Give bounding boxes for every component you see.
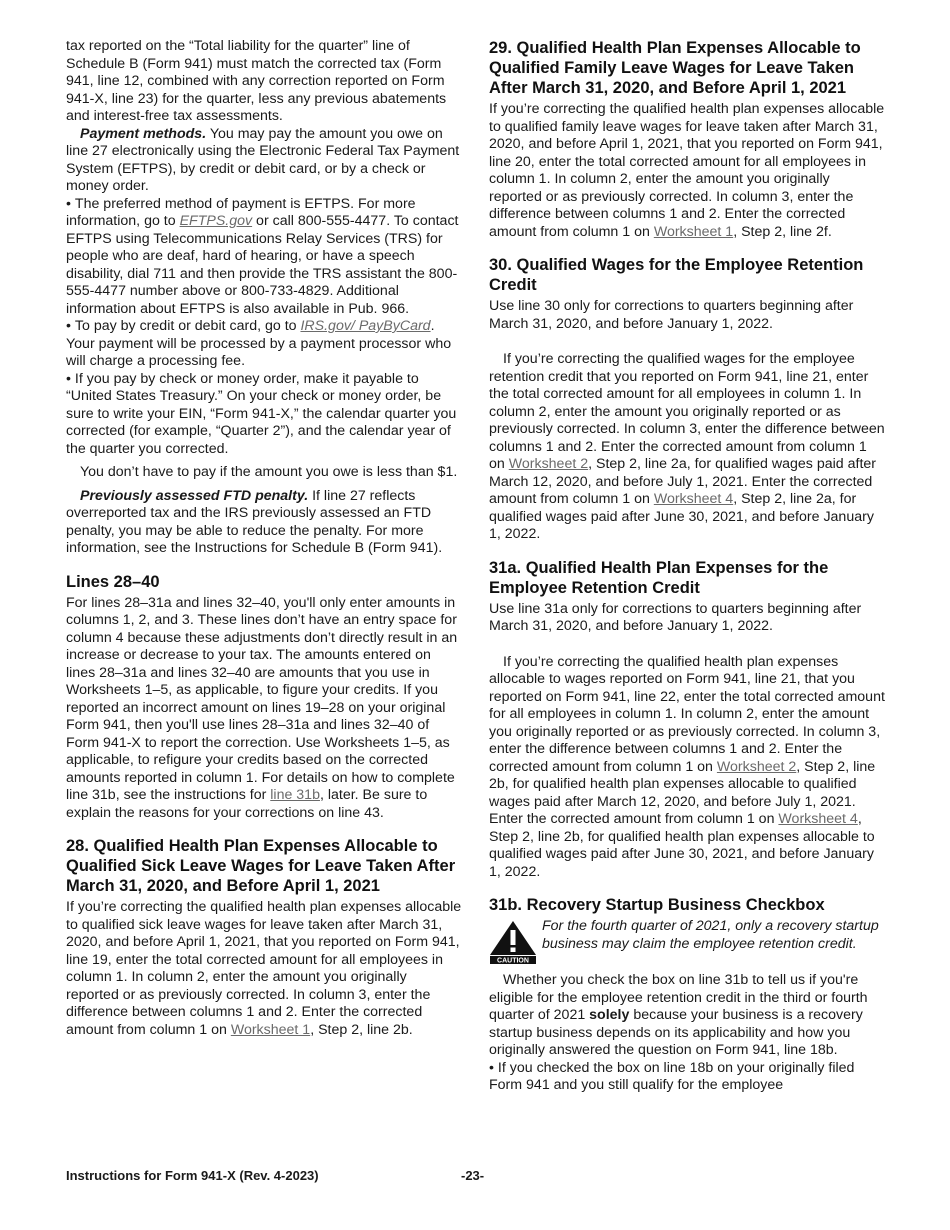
paragraph-less-than-1: You don’t have to pay if the amount you owe is less than $1. (80, 464, 458, 480)
paragraph-line-30-scope: Use line 30 only for corrections to quarters beginning after March 31, 2020, and before January 1, 2022. (489, 298, 854, 332)
eftps-link[interactable]: EFTPS.gov (179, 213, 253, 229)
caution-icon (489, 920, 537, 964)
solely-emphasis: solely (589, 1007, 630, 1023)
worksheet-2-link[interactable]: Worksheet 2 (508, 456, 589, 472)
paragraph-line-30-detail: If you’re correcting the qualified wages for the employee retention credit that you reported on Form 941, line 21, enter the total corrected amount for all employees in column 1. In column 2, enter the amount you originally reported or as previously corrected. In column 3, enter the difference between columns 1 and 2. Enter the corrected amount from column 1 on Worksheet 2, Step 2, line 2a, for qualified wages paid after March 12, 2020, and before July 1, 2021. Enter the corrected amount from column 1 on Worksheet 4, Step 2, line 2a, for qualified wages paid after June 30, 2021, and before January 1, 2022. (489, 351, 885, 542)
ftd-penalty-lead: Previously assessed FTD penalty. (80, 487, 309, 504)
caution-text: For the fourth quarter of 2021, only a recovery startup business may claim the employee retention credit. (542, 918, 879, 952)
footer-form-title: Instructions for Form 941-X (Rev. 4-2023) (66, 1168, 319, 1183)
heading-line-30: 30. Qualified Wages for the Employee Retention Credit (489, 256, 864, 294)
heading-line-31b: 31b. Recovery Startup Business Checkbox (489, 896, 825, 914)
caution-box (489, 918, 886, 964)
page-footer (66, 1168, 884, 1186)
payment-methods-lead: Payment methods. (80, 125, 207, 142)
worksheet-2-link[interactable]: Worksheet 2 (716, 758, 797, 775)
worksheet-1-link[interactable]: Worksheet 1 (230, 1021, 311, 1038)
paragraph-line-28: If you’re correcting the qualified health plan expenses allocable to qualified sick leave wages for leave taken after March 31, 2020, and before April 1, 2021, that you reported on Form 941, line 19, enter the total corrected amount for all employees in column 1. In column 2, enter the amount you originally reported or as previously corrected. In column 3, enter the difference between columns 1 and 2. Enter the corrected amount from column 1 on Worksheet 1, Step 2, line 2b. (66, 899, 462, 1038)
paybycard-link[interactable]: IRS.gov/ PayByCard (300, 318, 431, 334)
heading-line-28: 28. Qualified Health Plan Expenses Allocable to Qualified Sick Leave Wages for Leave Taken After March 31, 2020, and Before April 1, 2021 (66, 837, 456, 895)
bullet-eftps: • The preferred method of payment is EFTPS. For more information, go to EFTPS.gov or call 800-555-4477. To contact EFTPS using Telecommunications Relay Services (TRS) for people who are deaf, hard of hearing, or have a speech disability, dial 711 and then provide the TRS assistant the 800-555-4477 number above or 800-733-4829. Additional information about EFTPS is also available in Pub. 966. (66, 196, 463, 319)
paragraph-payment-methods: Payment methods. You may pay the amount you owe on line 27 electronically using the Electronic Federal Tax Payment System (EFTPS), by credit or debit card, or by a check or money order. (66, 125, 460, 194)
heading-line-29: 29. Qualified Health Plan Expenses Allocable to Qualified Family Leave Wages for Leave Taken After March 31, 2020, and Before April 1, 2021 (489, 39, 861, 97)
bullet-credit-card: • To pay by credit or debit card, go to IRS.gov/ PayByCard. Your payment will be processed by a payment processor who will charge a processing fee. (66, 318, 463, 371)
paragraph-line-31a-scope: Use line 31a only for corrections to quarters beginning after March 31, 2020, and before January 1, 2022. (489, 600, 862, 634)
right-column (489, 38, 886, 1095)
paragraph-line-31a-detail: If you’re correcting the qualified health plan expenses allocable to wages reported on Form 941, line 21, that you reported on Form 941, line 22, enter the total corrected amount for all employees in column 1. In column 2, enter the amount you originally reported or as previously corrected. In column 3, enter the difference between columns 1 and 2. Enter the corrected amount from column 1 on Worksheet 2, Step 2, line 2b, for qualified health plan expenses allocable to qualified wages paid after March 12, 2020, and before July 1, 2021. Enter the corrected amount from column 1 on Worksheet 4, Step 2, line 2b, for qualified health plan expenses allocable to qualified wages paid after June 30, 2021, and before January 1, 2022. (489, 653, 885, 880)
worksheet-1-link[interactable]: Worksheet 1 (653, 223, 734, 240)
bullet-check-money-order: • If you pay by check or money order, make it payable to “United States Treasury.” On your check or money order, be sure to write your EIN, “Form 941-X,” the calendar quarter you corrected (for example, “Quarter 2”), and the calendar year of the quarter you corrected. (66, 371, 463, 459)
caution-label: CAUTION (497, 957, 529, 964)
paragraph-line-29: If you’re correcting the qualified health plan expenses allocable to qualified family leave wages for leave taken after March 31, 2020, and before April 1, 2021, that you reported on Form 941, line 20, enter the total corrected amount for all employees in column 1. In column 2, enter the amount you originally reported or as previously corrected. In column 3, enter the difference between columns 1 and 2. Enter the corrected amount from column 1 on Worksheet 1, Step 2, line 2f. (489, 101, 885, 240)
worksheet-4-link[interactable]: Worksheet 4 (778, 811, 858, 827)
line-31b-link[interactable]: line 31b (270, 787, 320, 803)
page-number: -23- (461, 1168, 485, 1183)
paragraph-total-liability: tax reported on the “Total liability for the quarter” line of Schedule B (Form 941) must match the corrected tax (Form 941, line 12, combined with any correction reported on Form 941-X, line 23) for the quarter, less any previous abatements and interest-free tax assessments. (66, 38, 447, 124)
heading-line-31a: 31a. Qualified Health Plan Expenses for the Employee Retention Credit (489, 558, 829, 597)
paragraph-ftd-penalty: Previously assessed FTD penalty. If line 27 reflects overreported tax and the IRS previously assessed an FTD penalty, you may be able to reduce the penalty. For more information, see the Instructions for Schedule B (Form 941). (66, 487, 443, 556)
worksheet-4-link[interactable]: Worksheet 4 (653, 491, 734, 507)
paragraph-line-31b: Whether you check the box on line 31b to tell us if you're eligible for the employee retention credit in the third or fourth quarter of 2021 solely because your business is a recovery startup business depends on its applicability and how you originally answered the question on Form 941, line 18b. (489, 972, 868, 1058)
bullet-line-18b: • If you checked the box on line 18b on your originally filed Form 941 and you still qualify for the employee (489, 1060, 886, 1095)
paragraph-lines-28-40: For lines 28–31a and lines 32–40, you'll only enter amounts in columns 1, 2, and 3. These lines don’t have an entry space for column 4 because these adjustments don’t directly result in an increase or decrease to your tax. The amounts entered on lines 28–31a and lines 32–40 are amounts that you use in Worksheets 1–5, as applicable, to figure your credits. If you reported an incorrect amount on lines 19–28 on your original Form 941, then you'll use lines 28–31a and lines 32–40 of Form 941-X to report the correction. Use Worksheets 1–5, as applicable, to refigure your credits based on the corrected amounts reported in column 1. For details on how to complete line 31b, see the instructions for line 31b, later. Be sure to explain the reasons for your corrections on line 43. (66, 594, 458, 821)
left-column (66, 38, 463, 1039)
heading-lines-28-40: Lines 28–40 (66, 572, 160, 591)
